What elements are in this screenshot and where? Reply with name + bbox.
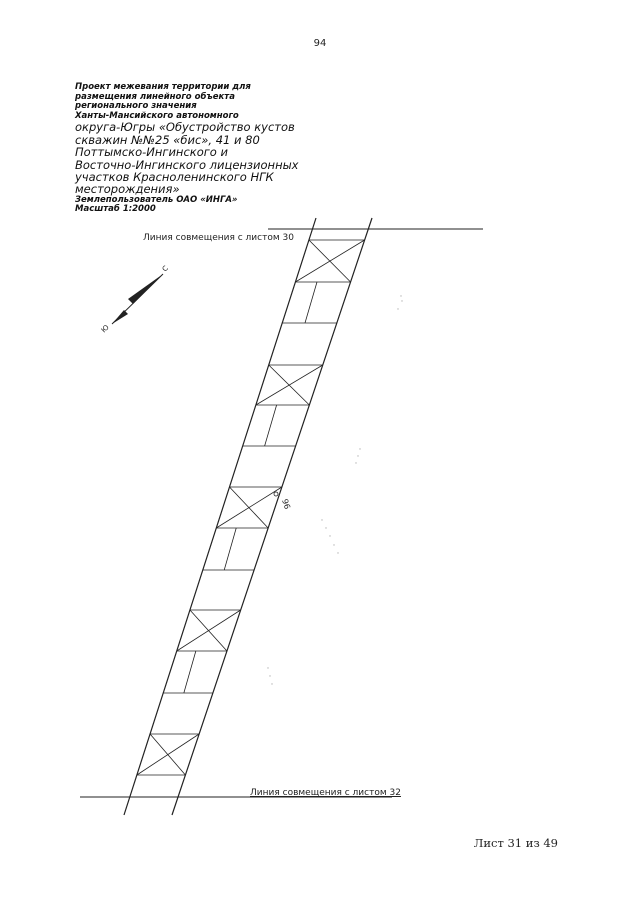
title-line: размещения линейного объекта <box>75 91 235 102</box>
hatch-diagonal <box>177 610 241 651</box>
hatch-diagonal <box>256 365 323 405</box>
land-user-line: Землепользователь ОАО «ИНГА» <box>75 194 238 205</box>
hatch-post <box>305 282 317 323</box>
point-marker <box>274 492 278 496</box>
title-line: Ханты-Мансийского автономного <box>75 110 239 121</box>
scale-line: Масштаб 1:2000 <box>75 204 156 215</box>
hatch-diagonal <box>216 487 282 528</box>
hatch-post <box>224 528 236 570</box>
point-label: 96 <box>280 497 292 511</box>
corridor-left-boundary <box>124 218 316 815</box>
title-line: Восточно-Ингинского лицензионных <box>75 157 299 172</box>
seam-top-label: Линия совмещения с листом 30 <box>143 233 294 243</box>
north-arrow <box>100 264 170 334</box>
corridor-right-boundary <box>172 218 372 815</box>
corridor-hatching <box>137 240 365 775</box>
hatch-post <box>265 405 277 446</box>
north-arrow-head <box>128 274 163 304</box>
seam-bottom-label: Линия совмещения с листом 32 <box>250 788 401 798</box>
hatch-post <box>184 651 196 693</box>
title-line: участков Красноленинского НГК <box>75 170 274 184</box>
north-letter: С <box>160 264 170 274</box>
hatch-diagonal <box>137 734 199 775</box>
south-letter: Ю <box>99 323 111 335</box>
faint-dotted-lines <box>267 295 402 684</box>
title-line: округа-Югры «Обустройство кустов <box>75 120 295 135</box>
north-arrow-tail <box>112 310 128 324</box>
title-line: регионального значения <box>75 101 197 112</box>
title-line: скважин №№25 «бис», 41 и 80 <box>75 132 260 147</box>
page-number: 94 <box>313 38 327 49</box>
title-line: месторождения» <box>75 182 180 197</box>
hatch-diagonal <box>295 240 364 282</box>
sheet-footer: Лист 31 из 49 <box>473 836 558 850</box>
title-line: Проект межевания территории для <box>75 82 251 92</box>
title-line: Поттымско-Ингинского и <box>75 145 228 160</box>
